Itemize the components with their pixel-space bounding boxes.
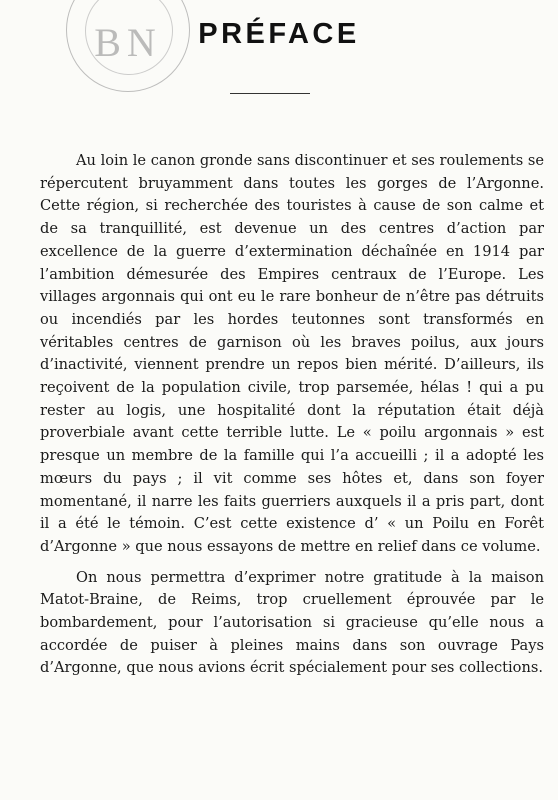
body-text: [40, 150, 544, 680]
title-divider: [230, 93, 310, 94]
page-title: PRÉFACE: [198, 18, 360, 50]
paragraph-1: Au loin le canon gronde sans discontinuer et ses roulements se répercutent bruyamment dans toutes les gorges de l’Argonne. Cette région, si recherchée des touristes à cause de son calme et de sa tranquillité, est devenue un des centres d’action par excellence de la guerre d’extermination déchaînée en 1914 par l’ambition démesurée des Empires centraux de l’Europe. Les villages argonnais qui ont eu le rare bonheur de n’être pas détruits ou incendiés par les hordes teutonnes sont transformés en véritables centres de garnison où les braves poilus, aux jours d’inactivité, viennent prendre un repos bien mérité. D’ailleurs, ils reçoivent de la population civile, trop parsemée, hélas ! qui a pu rester au logis, une hospitalité dont la réputation était déjà proverbiale avant cette terrible lutte. Le « poilu argonnais » est presque un membre de la famille qui l’a accueilli ; il a adopté les mœurs du pays ; il vit comme ses hôtes et, dans son foyer momentané, il narre les faits guerriers auxquels il a pris part, dont il a été le témoin. C’est cette existence d’ « un Poilu en Forêt d’Argonne » que nous essayons de mettre en relief dans ce volume.: [40, 152, 544, 555]
stamp-monogram: BN: [94, 19, 162, 65]
paragraph-2: On nous permettra d’exprimer notre gratitude à la maison Matot-Braine, de Reims, trop cruellement éprouvée par le bombardement, pour l’autorisation si gracieuse qu’elle nous a accordée de puiser à pleines mains dans son ouvrage Pays d’Argonne, que nous avions écrit spécialement pour ses collections.: [40, 568, 544, 677]
